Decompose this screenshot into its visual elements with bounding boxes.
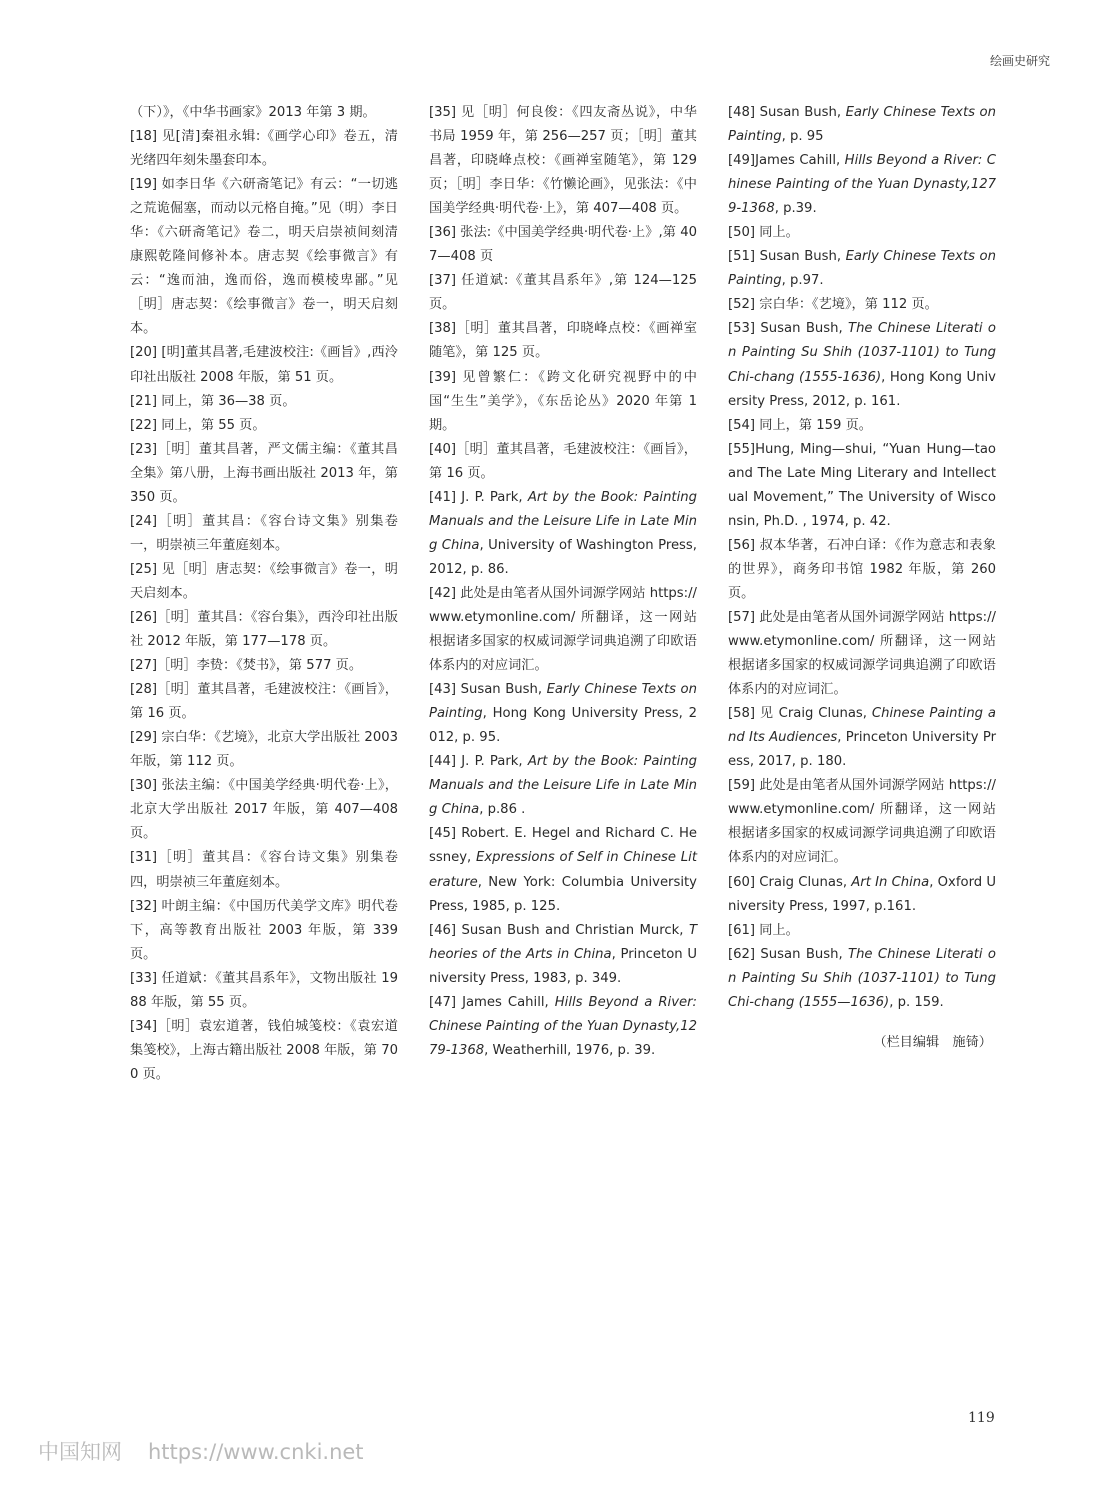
reference-entry bbox=[728, 702, 996, 774]
reference-title: Hills Beyond a River: Chinese Painting of the Yuan Dynasty,1279-1368 bbox=[429, 994, 697, 1058]
reference-title: Expressions of Self in Chinese Literature bbox=[429, 850, 697, 890]
reference-column-2 bbox=[429, 101, 697, 1063]
reference-text: [43] Susan Bush, bbox=[429, 682, 547, 698]
reference-text: [18] 见[清]秦祖永辑:《画学心印》卷五，清光绪四年刻朱墨套印本。 bbox=[130, 129, 398, 169]
reference-text: [52] 宗白华：《艺境》，第 112 页。 bbox=[728, 297, 938, 313]
reference-text: [55]Hung, Ming—shui, “Yuan Hung—tao and The Late Ming Literary and Intellectual Movement,” The University of Wisconsin, Ph.D. , 1974, p. 42. bbox=[728, 441, 996, 529]
reference-text: , Princeton University Press, 2017, p. 180. bbox=[728, 730, 996, 770]
reference-title: Early Chinese Texts on Painting bbox=[429, 682, 697, 722]
reference-text: [49]James Cahill, bbox=[728, 153, 845, 169]
reference-entry bbox=[429, 221, 697, 269]
reference-title: Early Chinese Texts on Painting bbox=[728, 105, 996, 145]
reference-entry bbox=[130, 678, 398, 726]
reference-title: Early Chinese Texts on Painting bbox=[728, 249, 996, 289]
reference-text: [19] 如李日华《六研斋笔记》有云：“一切逃之荒诡倔塞，而动以元格自掩。”见（明）李日华：《六研斋笔记》卷二，明天启崇祯间刻清康熙乾隆间修补本。唐志契《绘事微言》有云：“逸而油，逸而俗，逸而模棱卑鄙。”见［明］唐志契：《绘事微言》卷一，明天启刻本。 bbox=[130, 177, 398, 337]
column-editor-note: （栏目编辑 施锜） bbox=[873, 1034, 992, 1050]
reference-text: [30] 张法主编：《中国美学经典·明代卷·上》，北京大学出版社 2017 年版，第 407—408 页。 bbox=[130, 778, 398, 842]
reference-entry bbox=[728, 438, 996, 534]
reference-entry bbox=[130, 774, 398, 846]
reference-entry bbox=[429, 438, 697, 486]
reference-title: Chinese Painting and Its Audiences bbox=[728, 706, 996, 746]
reference-entry bbox=[429, 486, 697, 582]
reference-text: [39] 见曾繁仁：《跨文化研究视野中的中国“生生”美学》，《东岳论丛》2020 年第 1 期。 bbox=[429, 369, 697, 433]
reference-entry bbox=[728, 317, 996, 413]
reference-entry bbox=[728, 534, 996, 606]
reference-text: [54] 同上，第 159 页。 bbox=[728, 417, 872, 433]
reference-text: [20] [明]董其昌著,毛建波校注:《画旨》,西泠印社出版社 2008 年版，第 51 页。 bbox=[130, 345, 398, 385]
reference-entry bbox=[130, 125, 398, 173]
reference-text: [59] 此处是由笔者从国外词源学网站 https://www.etymonline.com/ 所翻译，这一网站根据诸多国家的权威词源学词典追溯了印欧语体系内的对应词汇。 bbox=[728, 778, 996, 866]
reference-text: , p.86 . bbox=[479, 802, 526, 818]
reference-text: [36] 张法:《中国美学经典·明代卷·上》,第 407—408 页 bbox=[429, 225, 697, 265]
reference-text: [44] J. P. Park, bbox=[429, 754, 528, 770]
reference-text: , Princeton University Press, 1983, p. 349. bbox=[429, 946, 697, 986]
reference-entry bbox=[728, 943, 996, 1015]
reference-text: , p.39. bbox=[774, 201, 817, 217]
reference-entry bbox=[728, 774, 996, 870]
reference-text: [22] 同上，第 55 页。 bbox=[130, 417, 266, 433]
reference-text: [41] J. P. Park, bbox=[429, 489, 528, 505]
reference-entry bbox=[728, 293, 996, 317]
reference-text: [24]［明］董其昌：《容台诗文集》别集卷一，明崇祯三年董庭刻本。 bbox=[130, 513, 398, 553]
reference-entry bbox=[429, 317, 697, 365]
reference-text: （下）》，《中华书画家》2013 年第 3 期。 bbox=[130, 105, 376, 120]
reference-entry bbox=[429, 269, 697, 317]
reference-entry bbox=[130, 558, 398, 606]
reference-text: [51] Susan Bush, bbox=[728, 249, 846, 265]
reference-text: , Oxford University Press, 1997, p.161. bbox=[728, 874, 997, 914]
reference-title: Art by the Book: Painting Manuals and the Leisure Life in Late Ming China bbox=[429, 489, 697, 553]
reference-entry bbox=[130, 341, 398, 389]
reference-text: , p.97. bbox=[781, 273, 824, 289]
reference-text: [31]［明］董其昌：《容台诗文集》别集卷四，明崇祯三年董庭刻本。 bbox=[130, 850, 398, 890]
reference-entry bbox=[429, 582, 697, 678]
watermark-site-name: 中国知网 bbox=[38, 1440, 122, 1464]
reference-title: Hills Beyond a River: Chinese Painting of the Yuan Dynasty,1279-1368 bbox=[728, 153, 996, 217]
reference-entry bbox=[130, 606, 398, 654]
reference-text: [29] 宗白华：《艺境》，北京大学出版社 2003 年版，第 112 页。 bbox=[130, 730, 398, 770]
reference-text: [50] 同上。 bbox=[728, 225, 799, 241]
reference-entry bbox=[130, 846, 398, 894]
reference-entry bbox=[130, 654, 398, 678]
reference-column-3 bbox=[728, 101, 996, 1055]
reference-entry bbox=[429, 366, 697, 438]
reference-text: [40]［明］董其昌著，毛建波校注：《画旨》，第 16 页。 bbox=[429, 441, 697, 481]
reference-title: Art In China bbox=[851, 874, 930, 890]
reference-entry bbox=[130, 438, 398, 510]
page-number: 119 bbox=[968, 1410, 995, 1426]
reference-entry bbox=[728, 149, 996, 221]
reference-entry bbox=[429, 991, 697, 1063]
reference-entry bbox=[130, 414, 398, 438]
reference-entry bbox=[429, 919, 697, 991]
cnki-watermark bbox=[38, 1436, 364, 1466]
reference-entry bbox=[130, 510, 398, 558]
reference-text: [35] 见［明］何良俊：《四友斋丛说》，中华书局 1959 年，第 256—257 页；［明］董其昌著，印晓峰点校：《画禅室随笔》，第 129 页；［明］李日华：《竹懒论画》，见张法：《中国美学经典·明代卷·上》，第 407—408 页。 bbox=[429, 105, 697, 217]
reference-entry bbox=[130, 390, 398, 414]
reference-entry bbox=[130, 895, 398, 967]
watermark-url: https://www.cnki.net bbox=[148, 1440, 364, 1464]
reference-text: [62] Susan Bush, bbox=[728, 946, 849, 962]
reference-text: [37] 任道斌:《董其昌系年》,第 124—125 页。 bbox=[429, 273, 697, 313]
reference-text: , University of Washington Press, 2012, p. 86. bbox=[429, 537, 697, 577]
reference-text: , New York: Columbia University Press, 1985, p. 125. bbox=[429, 874, 697, 914]
reference-column-1 bbox=[130, 101, 398, 1087]
reference-entry bbox=[130, 967, 398, 1015]
reference-entry bbox=[728, 245, 996, 293]
reference-title: The Chinese Literati on Painting Su Shih (1037-1101) to Tung Chi-chang (1555—1636) bbox=[728, 946, 996, 1010]
reference-text: [57] 此处是由笔者从国外词源学网站 https://www.etymonline.com/ 所翻译，这一网站根据诸多国家的权威词源学词典追溯了印欧语体系内的对应词汇。 bbox=[728, 609, 996, 698]
reference-title: The Chinese Literati on Painting Su Shih (1037-1101) to Tung Chi-chang (1555-1636) bbox=[728, 321, 996, 385]
reference-text: [33] 任道斌：《董其昌系年》，文物出版社 1988 年版，第 55 页。 bbox=[130, 970, 398, 1010]
reference-text: [60] Craig Clunas, bbox=[728, 874, 852, 890]
reference-entry bbox=[429, 678, 697, 750]
reference-entry bbox=[130, 726, 398, 774]
reference-entry bbox=[429, 822, 697, 918]
reference-title: Theories of the Arts in China bbox=[429, 922, 697, 962]
reference-text: [47] James Cahill, bbox=[429, 994, 555, 1010]
reference-entry bbox=[728, 101, 996, 149]
reference-text: [42] 此处是由笔者从国外词源学网站 https://www.etymonline.com/ 所翻译，这一网站根据诸多国家的权威词源学词典追溯了印欧语体系内的对应词汇。 bbox=[429, 585, 697, 674]
reference-entry bbox=[429, 750, 697, 822]
reference-text: [56] 叔本华著，石冲白译：《作为意志和表象的世界》，商务印书馆 1982 年版，第 260 页。 bbox=[728, 537, 996, 601]
reference-title: Art by the Book: Painting Manuals and the Leisure Life in Late Ming China bbox=[429, 754, 697, 818]
reference-text: [48] Susan Bush, bbox=[728, 105, 846, 120]
reference-text: [27]［明］李贽：《焚书》，第 577 页。 bbox=[130, 658, 363, 674]
reference-text: [46] Susan Bush and Christian Murck, bbox=[429, 922, 689, 938]
running-header: 绘画史研究 bbox=[989, 54, 1050, 68]
reference-text: , Hong Kong University Press, 2012, p. 95. bbox=[429, 706, 697, 746]
reference-text: [28]［明］董其昌著，毛建波校注：《画旨》，第 16 页。 bbox=[130, 682, 398, 722]
reference-entry bbox=[728, 606, 996, 702]
reference-entry bbox=[728, 871, 996, 919]
reference-text: [34]［明］袁宏道著，钱伯城笺校：《袁宏道集笺校》，上海古籍出版社 2008 年版，第 700 页。 bbox=[130, 1018, 398, 1082]
reference-text: [26]［明］董其昌：《容台集》，西泠印社出版社 2012 年版，第 177—178 页。 bbox=[130, 609, 398, 650]
reference-text: [45] Robert. E. Hegel and Richard C. Hessney, bbox=[429, 826, 697, 866]
reference-text: [23]［明］董其昌著，严文儒主编：《董其昌全集》第八册，上海书画出版社 2013 年，第 350 页。 bbox=[130, 441, 398, 505]
reference-entry bbox=[728, 414, 996, 438]
reference-text: [38]［明］董其昌著，印晓峰点校：《画禅室随笔》，第 125 页。 bbox=[429, 321, 697, 361]
reference-text: [32] 叶朗主编：《中国历代美学文库》明代卷下，高等教育出版社 2003 年版，第 339 页。 bbox=[130, 898, 398, 962]
reference-entry bbox=[728, 221, 996, 245]
reference-text: [53] Susan Bush, bbox=[728, 321, 849, 337]
reference-text: [58] 见 Craig Clunas, bbox=[728, 706, 872, 722]
reference-text: , Hong Kong University Press, 2012, p. 161. bbox=[728, 369, 996, 409]
reference-text: , p. 159. bbox=[889, 994, 944, 1010]
reference-text: , p. 95 bbox=[781, 129, 824, 145]
reference-entry bbox=[130, 1015, 398, 1087]
reference-entry bbox=[728, 919, 996, 943]
reference-entry bbox=[130, 173, 398, 341]
reference-text: [25] 见［明］唐志契：《绘事微言》卷一，明天启刻本。 bbox=[130, 561, 398, 601]
reference-text: [61] 同上。 bbox=[728, 922, 799, 938]
reference-text: , Weatherhill, 1976, p. 39. bbox=[484, 1042, 656, 1058]
reference-text: [21] 同上，第 36—38 页。 bbox=[130, 393, 296, 409]
reference-entry bbox=[130, 101, 398, 125]
reference-entry bbox=[429, 101, 697, 221]
